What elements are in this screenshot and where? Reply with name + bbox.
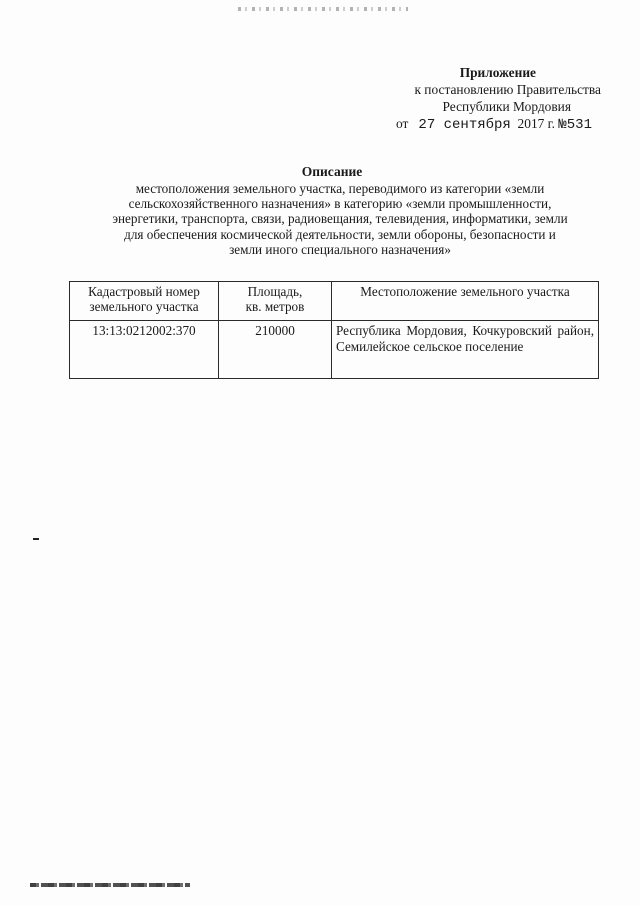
table-row: [70, 321, 599, 379]
scan-artifact-top: [238, 7, 408, 11]
description-line: земли иного специального назначения»: [229, 241, 451, 257]
appendix-date-line: [390, 115, 602, 134]
table-header-row: [70, 282, 599, 321]
date-day-month: 27 сентября: [418, 117, 511, 133]
description-line: сельскохозяйственного назначения» в категорию «земли промышленности,: [128, 196, 552, 212]
header-cadastral-line1: Кадастровый номер: [88, 284, 200, 299]
document-description: [80, 181, 600, 257]
date-year: 2017 г.: [517, 116, 556, 131]
appendix-heading: Приложение: [459, 65, 536, 80]
cell-cadastral-number: 13:13:0212002:370: [70, 321, 219, 379]
cell-area: 210000: [219, 321, 332, 379]
land-plot-table: [69, 281, 599, 379]
header-area: [219, 282, 332, 321]
description-line: для обеспечения космической деятельности, земли обороны, безопасности и: [124, 226, 556, 242]
description-line: энергетики, транспорта, связи, радиовещания, телевидения, информатики, земли: [112, 211, 568, 227]
header-location: Местоположение земельного участка: [332, 282, 599, 321]
header-area-line1: Площадь,: [247, 284, 303, 299]
cell-location: Республика Мордовия, Кочкуровский район, Семилейское сельское поселение: [332, 321, 599, 379]
date-prefix: от: [396, 116, 409, 131]
header-cadastral-number: [70, 282, 219, 321]
document-title: Описание: [301, 164, 363, 179]
header-area-line2: кв. метров: [245, 299, 305, 314]
appendix-republic-line: Республики Мордовия: [442, 99, 571, 114]
scan-artifact-bottom: [30, 883, 190, 887]
header-cadastral-line2: земельного участка: [89, 299, 199, 314]
appendix-resolution-line: к постановлению Правительства: [414, 82, 601, 97]
description-line: местоположения земельного участка, переводимого из категории «земли: [135, 181, 545, 196]
resolution-number: №531: [558, 117, 592, 133]
appendix-block: [390, 64, 602, 134]
scan-artifact-left: [33, 538, 39, 540]
